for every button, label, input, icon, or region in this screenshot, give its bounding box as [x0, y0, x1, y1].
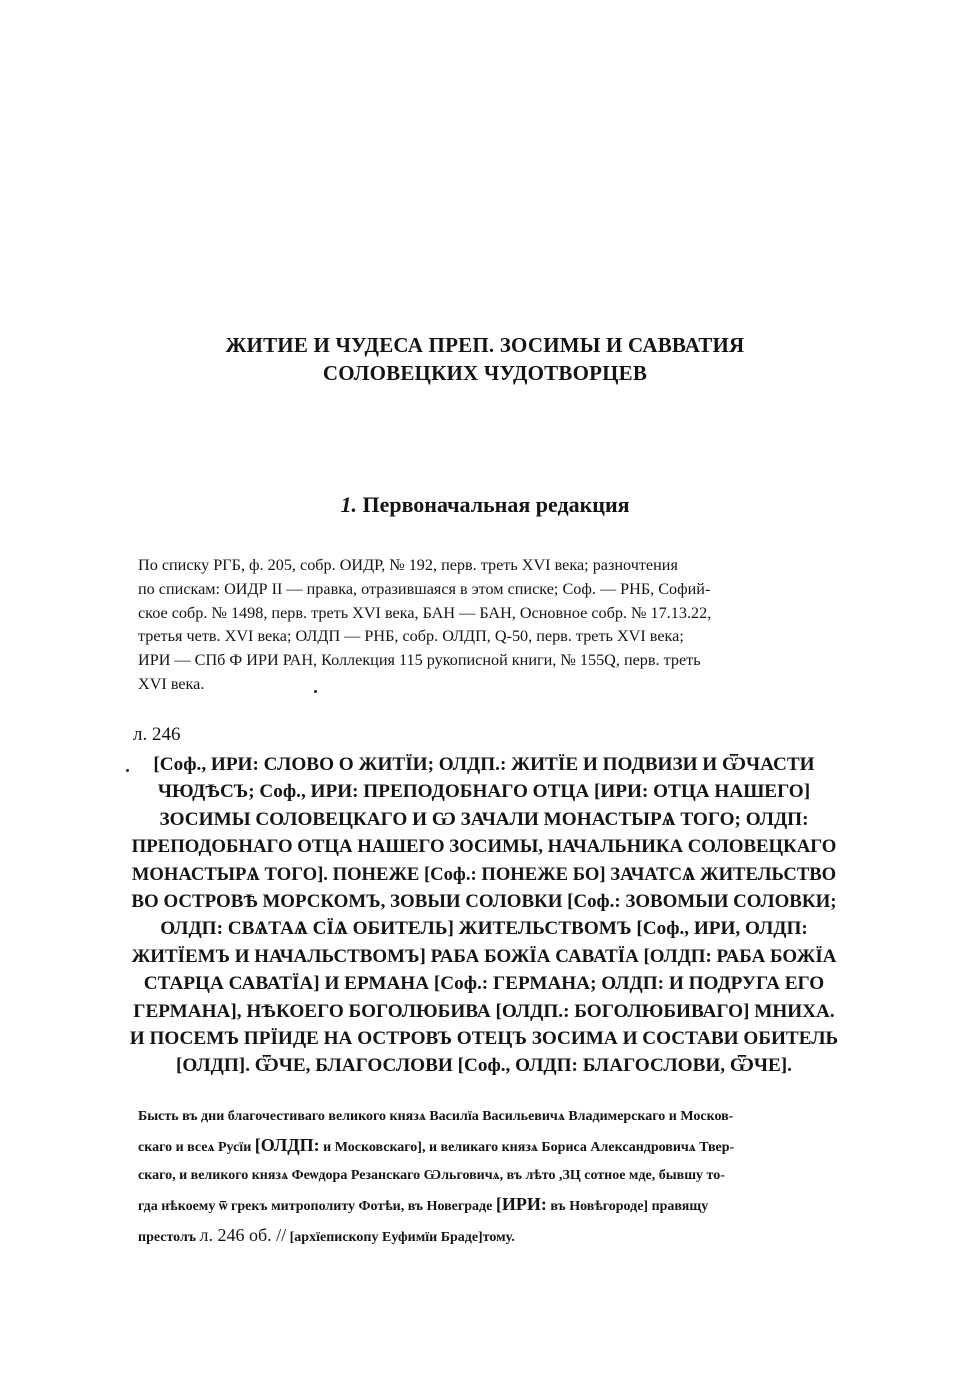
title-line-1: ЖИТИЕ И ЧУДЕСА ПРЕП. ЗОСИМЫ И САВВАТИЯ [225, 333, 745, 357]
small-text: [архїепископу Еуфимїи Браде]тому. [286, 1230, 515, 1245]
section-title: Первоначальная редакция [362, 492, 630, 517]
main-line: [ОЛДП]. ѾЧЕ, БЛАГОСЛОВИ [Соф., ОЛДП: БЛАГОСЛОВИ, ѾЧЕ]. [176, 1055, 792, 1077]
intro-line: третья четв. XVI века; ОЛДП — РНБ, собр. ОЛДП, Q-50, перв. треть XVI века; [138, 627, 684, 646]
intro-line: По списку РГБ, ф. 205, собр. ОИДР, № 192, перв. треть XVI века; разночтения [138, 556, 678, 574]
section-heading [120, 490, 850, 520]
main-line: ОЛДП: СВѦТАѦ СЇѦ ОБИТЕЛЬ] ЖИТЕЛЬСТВОМЪ [Соф., ИРИ, ОЛДП: [160, 918, 808, 940]
small-text: гда нѣкоему ѿ грекъ митрополиту Фотѣи, въ Новеграде [138, 1199, 496, 1214]
section-number: 1. [340, 492, 357, 517]
small-text: скаго и всеѧ Русїи [138, 1140, 255, 1155]
small-text: въ Новѣгороде] правящу [546, 1199, 709, 1214]
small-text: скаго, и великого князѧ Феѡдора Резанскаго Ѡльговичѧ, въ лѣто ,ЗЦ сотное мде, бывшу то- [138, 1168, 725, 1183]
small-text: и Московскаго], и великаго князѧ Бориса Александровичѧ Твер- [319, 1140, 735, 1155]
intro-line: ИРИ — СПб Ф ИРИ РАН, Коллекция 115 рукописной книги, № 155Q, перв. треть [138, 651, 701, 670]
intro-paragraph [138, 554, 838, 697]
main-line: ЖИТЇЕМЪ И НАЧАЛЬСТВОМЪ] РАБА БОЖЇА САВАТЇА [ОЛДП: РАБА БОЖЇА [131, 945, 837, 967]
document-title [120, 331, 850, 387]
intro-line: по спискам: ОИДР II — правка, отразившаяся в этом списке; Соф. — РНБ, Софий- [138, 579, 711, 598]
small-line [138, 1162, 838, 1190]
small-text: престолъ [138, 1230, 200, 1245]
main-line: СТАРЦА САВАТЇА] И ЕРМАНА [Соф.: ГЕРМАНА; ОЛДП: И ПОДРУГА ЕГО [143, 973, 825, 995]
scan-speck [314, 690, 317, 693]
folio-marker: л. 246 [133, 724, 181, 745]
main-text-block [128, 751, 840, 1080]
main-line: ГЕРМАНА], НѢКОЕГО БОГОЛЮБИВА [ОЛДП.: БОГОЛЮБИВАГО] МНИХА. [133, 1000, 835, 1022]
intro-line: XVI века. [138, 674, 205, 693]
main-line: МОНАСТЫРѦ ТОГО]. ПОНЕЖЕ [Соф.: ПОНЕЖЕ БО] ЗАЧАТСѦ ЖИТЕЛЬСТВО [131, 863, 837, 885]
small-line [138, 1190, 838, 1221]
small-line [138, 1221, 838, 1252]
variant-siglum: [ИРИ: [495, 1194, 547, 1214]
small-line [138, 1131, 838, 1162]
main-line: [Соф., ИРИ: СЛОВО О ЖИТЇИ; ОЛДП.: ЖИТЇЕ И ПОДВИЗИ И ѾЧАСТИ [153, 754, 815, 775]
folio-reference: л. 246 об. // [199, 1225, 287, 1245]
small-line [138, 1103, 838, 1131]
main-line: ВО ОСТРОВѢ МОРСКОМЪ, ЗОВЫИ СОЛОВКИ [Соф.: ЗОВОМЫИ СОЛОВКИ; [131, 891, 837, 913]
title-line-2: СОЛОВЕЦКИХ ЧУДОТВОРЦЕВ [322, 361, 648, 385]
main-line: ЧЮДѢСЪ; Соф., ИРИ: ПРЕПОДОБНАГО ОТЦА [ИРИ: ОТЦА НАШЕГО] [157, 781, 811, 803]
main-line: ПРЕПОДОБНАГО ОТЦА НАШЕГО ЗОСИМЫ, НАЧАЛЬНИКА СОЛОВЕЦКАГО [131, 836, 837, 858]
variant-siglum: [ОЛДП: [254, 1135, 320, 1155]
main-line: И ПОСЕМЪ ПРЇИДЕ НА ОСТРОВЪ ОТЕЦЪ ЗОСИМА И СОСТАВИ ОБИТЕЛЬ [129, 1028, 839, 1050]
intro-line: ское собр. № 1498, перв. треть XVI века, БАН — БАН, Основное собр. № 17.13.22, [138, 603, 712, 622]
small-text-block [138, 1103, 838, 1252]
main-line: ЗОСИМЫ СОЛОВЕЦКАГО И Ѡ ЗАЧАЛИ МОНАСТЫРѦ ТОГО; ОЛДП: [159, 808, 809, 830]
small-text: Бысть въ дни благочестиваго великого князѧ Василїа Васильевичѧ Владимерскаго и Москов- [138, 1109, 734, 1124]
